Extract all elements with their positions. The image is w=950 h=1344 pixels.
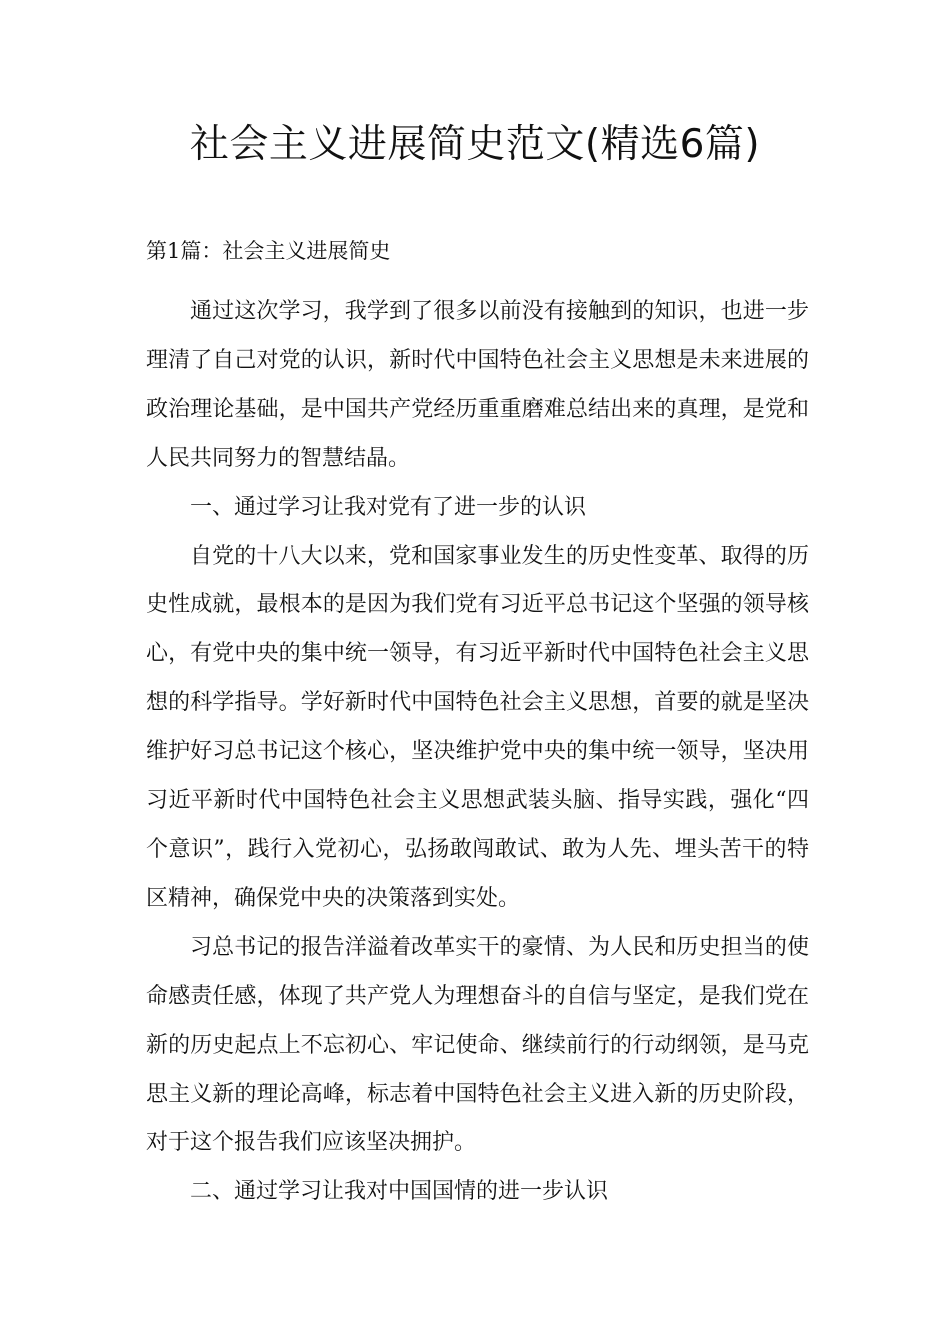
document-title: 社会主义进展简史范文(精选6篇) — [189, 122, 761, 167]
paragraph-report: 习总书记的报告洋溢着改革实干的豪情、为人民和历史担当的使命感责任感，体现了共产党人为理想奋斗的自信与坚定，是我们党在新的历史起点上不忘初心、牢记使命、继续前行的行动纲领，是马克思主义新的理论高峰，标志着中国特色社会主义进入新的历史阶段，对于这个报告我们应该坚决拥护。 — [146, 934, 809, 1156]
paragraph-party-leadership: 自党的十八大以来，党和国家事业发生的历史性变革、取得的历史性成就，最根本的是因为我们党有习近平总书记这个坚强的领导核心，有党中央的集中统一领导，有习近平新时代中国特色社会主义思想的科学指导。学好新时代中国特色社会主义思想，首要的就是坚决维护好习总书记这个核心，坚决维护党中央的集中统一领导，坚决用习近平新时代中国特色社会主义思想武装头脑、指导实践，强化“四个意识”，践行入党初心，弘扬敢闯敢试、敢为人先、埋头苦干的特区精神，确保党中央的决策落到实处。 — [146, 543, 809, 911]
paragraph-intro: 通过这次学习，我学到了很多以前没有接触到的知识，也进一步理清了自己对党的认识，新时代中国特色社会主义思想是未来进展的政治理论基础，是中国共产党经历重重磨难总结出来的真理，是党和人民共同努力的智慧结晶。 — [146, 299, 809, 471]
section-heading: 第1篇：社会主义进展简史 — [146, 239, 391, 263]
subheading-one: 一、通过学习让我对党有了进一步的认识 — [190, 494, 587, 520]
document-body — [146, 288, 809, 1217]
subheading-two: 二、通过学习让我对中国国情的进一步认识 — [190, 1179, 609, 1205]
